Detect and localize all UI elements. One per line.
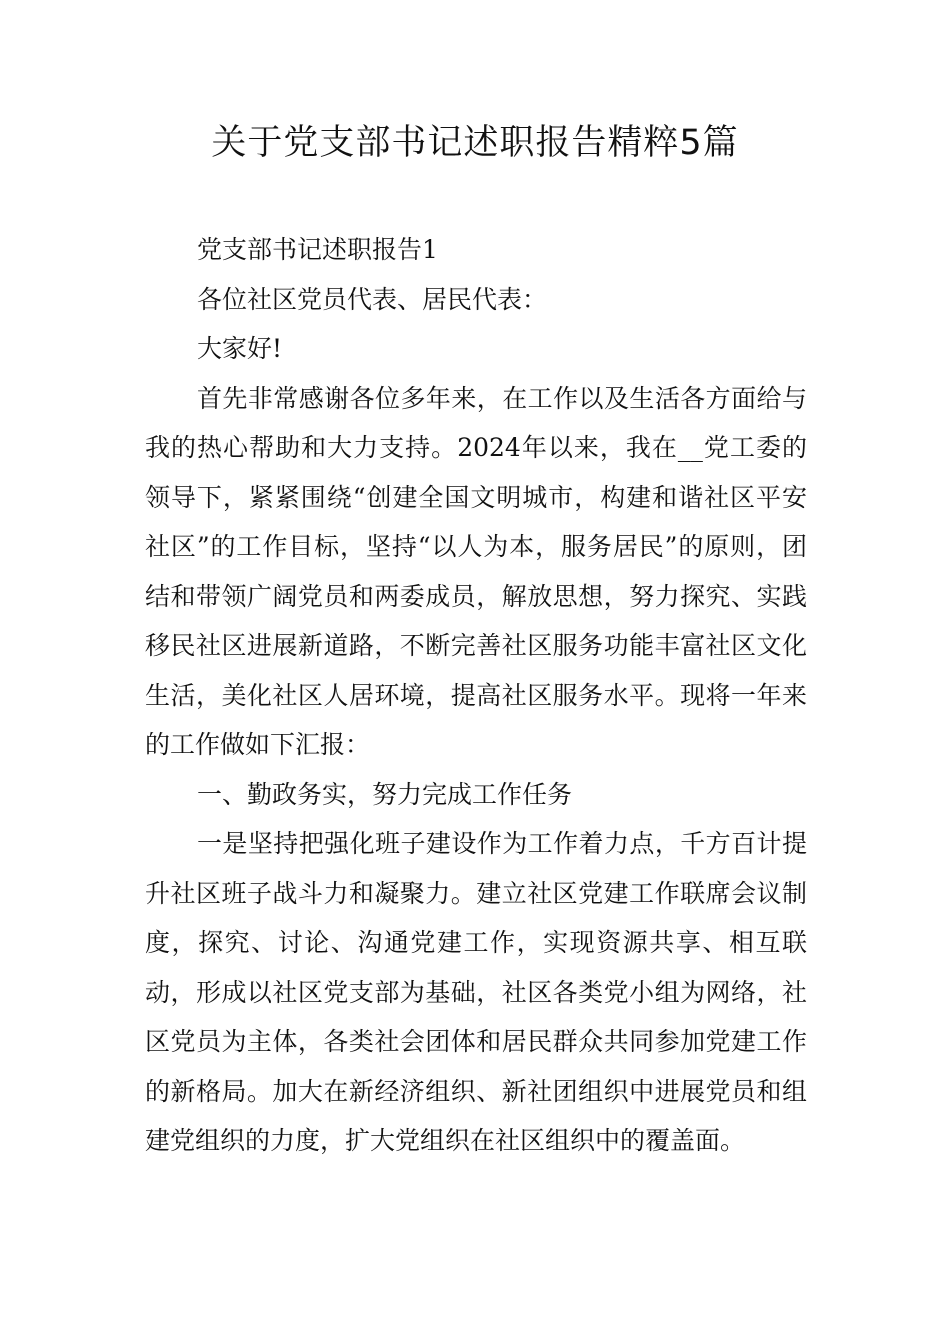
salutation: 各位社区党员代表、居民代表：	[197, 284, 548, 314]
document-body	[145, 225, 807, 1166]
body-paragraph: 一是坚持把强化班子建设作为工作着力点，千方百计提升社区班子战斗力和凝聚力。建立社区党建工作联席会议制度，探究、讨论、沟通党建工作，实现资源共享、相互联动，形成以社区党支部为基础，社区各类党小组为网络，社区党员为主体，各类社会团体和居民群众共同参加党建工作的新格局。加大在新经济组织、新社团组织中进展党员和组建党组织的力度，扩大党组织在社区组织中的覆盖面。	[145, 829, 807, 1155]
greeting: 大家好!	[197, 334, 283, 363]
subsection-heading: 一、勤政务实，努力完成工作任务	[197, 779, 573, 809]
body-paragraph: 首先非常感谢各位多年来，在工作以及生活各方面给与我的热心帮助和大力支持。2024年以来，我在__党工委的领导下，紧紧围绕“创建全国文明城市，构建和谐社区平安社区”的工作目标，坚持“以人为本，服务居民”的原则，团结和带领广阔党员和两委成员，解放思想，努力探究、实践移民社区进展新道路，不断完善社区服务功能丰富社区文化生活，美化社区人居环境，提高社区服务水平。现将一年来的工作做如下汇报：	[145, 383, 807, 759]
section-heading: 党支部书记述职报告1	[197, 235, 438, 264]
document-title: 关于党支部书记述职报告精粹5篇	[211, 123, 739, 163]
